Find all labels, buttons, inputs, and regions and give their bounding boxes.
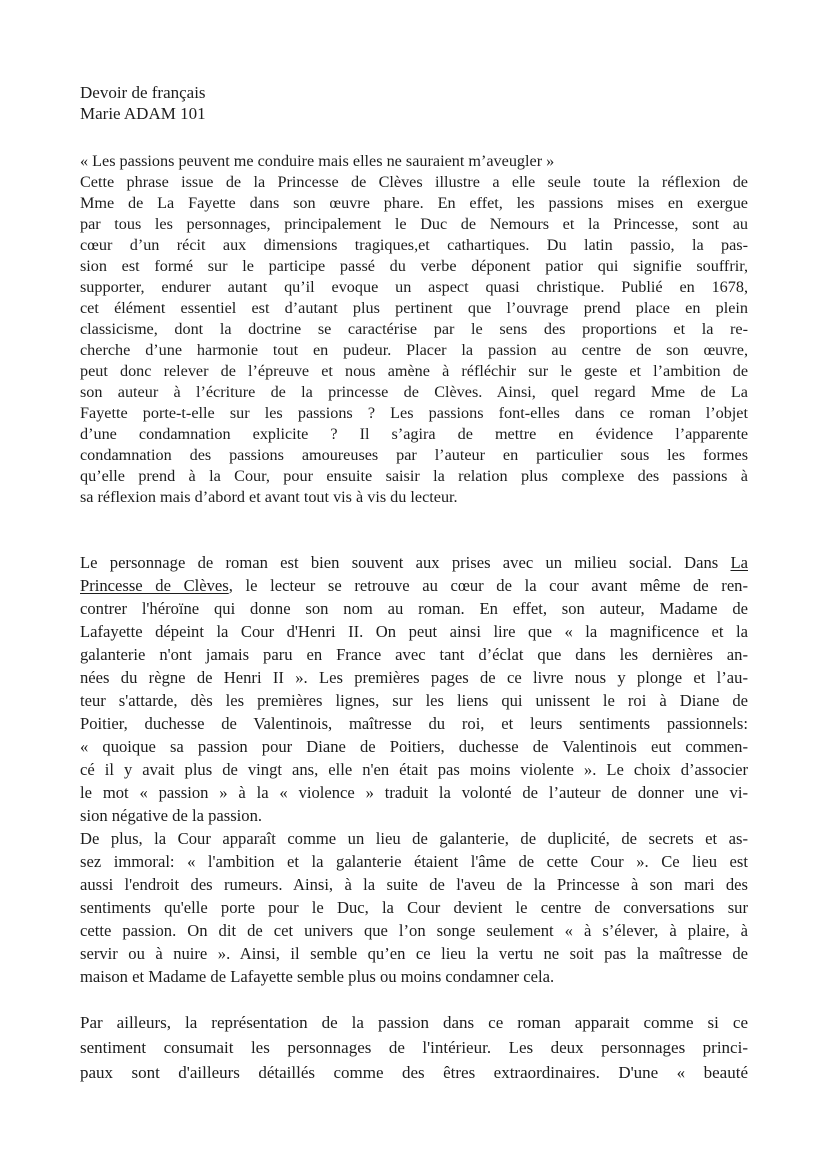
text-line: qu’elle prend à la Cour, pour ensuite saisir la relation plus complexe des passions à [80, 467, 748, 485]
text-line: Par ailleurs, la représentation de la passion dans ce roman apparait comme si ce [80, 1013, 748, 1032]
text-line: De plus, la Cour apparaît comme un lieu de galanterie, de duplicité, de secrets et as- [80, 829, 748, 848]
text-line: Mme de La Fayette dans son œuvre phare. En effet, les passions mises en exergue [80, 194, 748, 212]
text-line: sion négative de la passion. [80, 806, 263, 825]
text-line: cé il y avait plus de vingt ans, elle n'en était pas moins violente ». Le choix d’associer [80, 760, 748, 779]
text-line: sez immoral: « l'ambition et la galanterie étaient l'âme de cette Cour ». Ce lieu est [80, 852, 748, 871]
text-line: condamnation des passions amoureuses par l’auteur en particulier sous les formes [80, 446, 748, 464]
text-line: d’une condamnation explicite ? Il s’agira de mettre en évidence l’apparente [80, 425, 748, 443]
text-segment: , le lecteur se retrouve au cœur de la cour avant même de ren- [228, 576, 749, 595]
text-line: contrer l'héroïne qui donne son nom au roman. En effet, son auteur, Madame de [80, 599, 748, 618]
text-line: cette passion. On dit de cet univers que l’on songe seulement « à s’élever, à plaire, à [80, 921, 748, 940]
text-line: sentiments qu'elle porte pour le Duc, la Cour devient le centre de conversations sur [80, 898, 748, 917]
text-line: galanterie n'ont jamais paru en France avec tant d’éclat que dans les dernières an- [80, 645, 748, 664]
text-line: servir ou à nuire ». Ainsi, il semble qu’en ce lieu la vertu ne soit pas la maîtresse de [80, 944, 748, 963]
paragraph-part-two-la-passion-devorante [80, 1010, 748, 1085]
book-title-underlined: La [730, 553, 748, 572]
book-title-underlined: Princesse de Clèves [80, 576, 229, 595]
header-title-line: Devoir de français [80, 83, 206, 102]
text-line: teur s'attarde, dès les premières lignes, sur les liens qui unissent le roi à Diane de [80, 691, 748, 710]
text-line: le mot « passion » à la « violence » traduit la volonté de l’auteur de donner une vi- [80, 783, 748, 802]
text-line: cherche d’une harmonie tout en pudeur. Placer la passion au centre de son œuvre, [80, 341, 748, 359]
text-line: Lafayette dépeint la Cour d'Henri II. On peut ainsi lire que « la magnificence et la [80, 622, 748, 641]
text-line: paux sont d'ailleurs détaillés comme des êtres extraordinaires. D'une « beauté [80, 1063, 748, 1082]
paragraph-part-one-la-cour [80, 551, 748, 988]
text-line: « quoique sa passion pour Diane de Poitiers, duchesse de Valentinois eut commen- [80, 737, 748, 756]
header-author-line: Marie ADAM 101 [80, 104, 206, 123]
text-line: son auteur à l’écriture de la princesse de Clèves. Ainsi, quel regard Mme de La [80, 383, 748, 401]
text-line [80, 551, 748, 574]
text-line: supporter, endurer autant qu’il evoque un aspect quasi christique. Publié en 1678, [80, 278, 748, 296]
text-line: classicisme, dont la doctrine se caractérise par le sens des proportions et la re- [80, 320, 748, 338]
text-line: Cette phrase issue de la Princesse de Clèves illustre a elle seule toute la réflexion de [80, 173, 748, 191]
text-line: peut donc relever de l’épreuve et nous amène à réfléchir sur le geste et l’ambition de [80, 362, 748, 380]
text-line: nées du règne de Henri II ». Les premières pages de ce livre nous y plonge et l’au- [80, 668, 748, 687]
essay-body [80, 151, 748, 1085]
text-segment: Le personnage de roman est bien souvent aux prises avec un milieu social. Dans [80, 553, 731, 572]
text-line: aussi l'endroit des rumeurs. Ainsi, à la suite de l'aveu de la Princesse à son mari des [80, 875, 748, 894]
text-line: Fayette porte-t-elle sur les passions ? Les passions font-elles dans ce roman l’objet [80, 404, 748, 422]
text-line: maison et Madame de Lafayette semble plus ou moins condamner cela. [80, 967, 555, 986]
text-line: par tous les personnages, principalement le Duc de Nemours et la Princesse, sont au [80, 215, 748, 233]
text-line: sentiment consumait les personnages de l'intérieur. Les deux personnages princi- [80, 1038, 748, 1057]
text-line: Poitier, duchesse de Valentinois, maîtresse du roi, et leurs sentiments passionnels: [80, 714, 748, 733]
text-line: cet élément essentiel est d’autant plus pertinent que l’ouvrage prend place en plein [80, 299, 748, 317]
text-line: sion est formé sur le participe passé du verbe déponent patior qui signifie souffrir, [80, 257, 748, 275]
paragraph-introduction [80, 151, 748, 508]
document-header [80, 82, 748, 124]
text-line: sa réflexion mais d’abord et avant tout vis à vis du lecteur. [80, 488, 458, 506]
text-line: cœur d’un récit aux dimensions tragiques,et cathartiques. Du latin passio, la pas- [80, 236, 748, 254]
text-line [80, 574, 748, 597]
text-line: « Les passions peuvent me conduire mais elles ne sauraient m’aveugler » [80, 152, 555, 170]
